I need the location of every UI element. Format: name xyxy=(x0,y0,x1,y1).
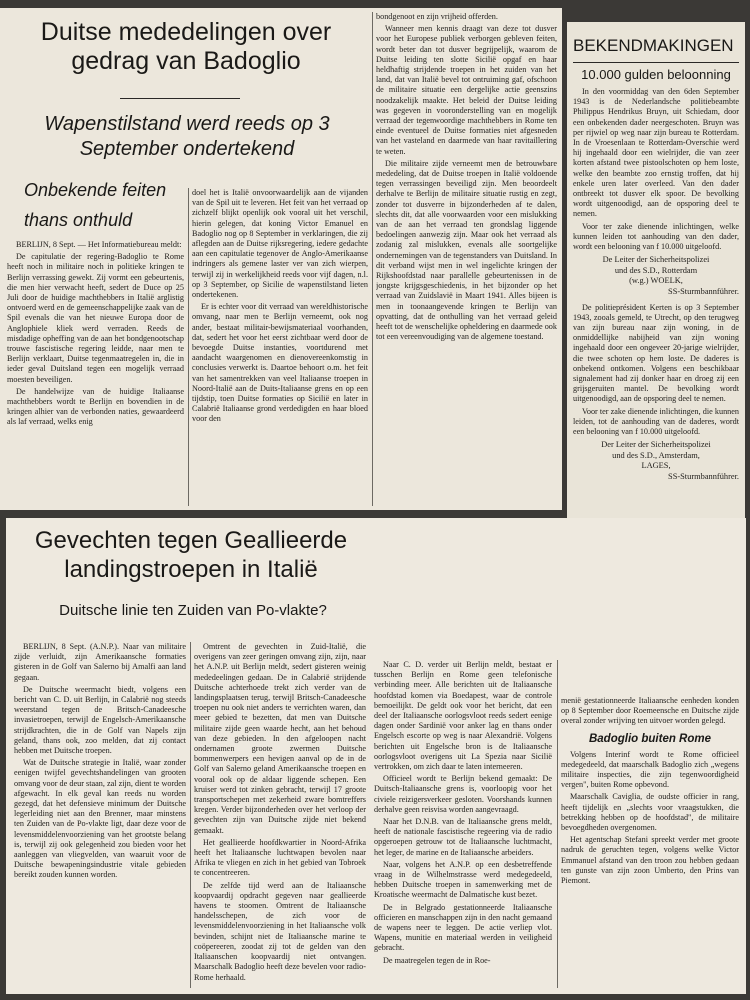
article2-column-2 xyxy=(194,642,366,990)
notice-paragraph: Voor ter zake dienende inlichtingen, welke kunnen leiden tot aanhouding van den dader, wordt een belooning van f 10.000 uitgeloofd. xyxy=(573,221,739,252)
paragraph: De Duitsche weermacht biedt, volgens een bericht van C. D. uit Berlijn, in Calabrië nog steeds weerstand tegen de Britsch-Canadeesche invasietroepen, terwijl de Engelsch-Amerikaansche strijdkrachten, die in de Golf van Napels zijn geland, thans ook, zoo melden, dat zij contact hebben met Duitsche troepen. xyxy=(14,684,186,756)
clipping-badoglio-article xyxy=(0,8,562,510)
paragraph: Naar, volgens het A.N.P. op een desbetreffende vraag in de Wilhelmstrasse werd medegedeeld, hebben Duitsche troepen in samenwerking met de Kroatische weermacht de Dalmatische kust bezet. xyxy=(374,859,552,900)
paragraph: De zelfde tijd werd aan de Italiaansche koopvaardij opdracht gegeven naar geallieerde havens te stoomen. Omtrent de Italiaansche handelsschepen, de zich voor de levensmiddelenvoorziening in het Italiaansche volk bevinden, schijnt niet de Italiaansche marine te coöpereeren, zoodat zij tot de gelden van den Italiaanschen koopvaardij niet ontvangen. Maarschalk Badoglio heeft deze bevelen voor radio-Rome herhaald. xyxy=(194,880,366,982)
notice-signature-amsterdam: Der Leiter der Sicherheitspolizei und des S.D., Amsterdam, LAGES, SS-Sturmbannführer. xyxy=(601,440,739,482)
paragraph: menië gestationneerde Italiaansche eenheden konden op 8 September door Roemeensche en Duitsche zijde overal zonder wrijving ten uitvoer worden gelegd. xyxy=(561,696,739,726)
paragraph: Maarschalk Caviglia, de oudste officier in rang, heeft tijdelijk en „slechts voor vraagstukken, die betrekking hebben op de hoofdstad", de militaire bevoegdheden overgenomen. xyxy=(561,792,739,833)
notice-title: BEKENDMAKINGEN xyxy=(573,36,739,63)
notice-signature-rotterdam: De Leiter der Sicherheitspolizei und des S.D., Rotterdam (w.g.) WOELK, SS-Sturmbannführer. xyxy=(602,255,739,297)
paragraph: Wat de Duitsche strategie in Italië, waar zonder eenigen twijfel gevechtshandelingen van grooten omvang voor de deur staan, zal zijn, dient te worden afgewacht. In elk geval kan reeds nu worden gezegd, dat het defensieve minimum der Duitsche legerleiding niet aan den Brenner, maar minstens ten Zuiden van de Po-vlakte ligt, daar deze voor de levensmiddelenvoorziening van het grootste belang is, terwijl zij ook gelegenheid zou bieden voor het aanleggen van vliegvelden, van waaruit voor de Duitsche bewapeningsindustrie vitale gebieden bereikt zouden kunnen worden. xyxy=(14,758,186,880)
paragraph: Wanneer men kennis draagt van deze tot dusver voor het Europese publiek verborgen gebleven feiten, wordt beter dan tot dusver begrijpelijk, waarom de Duitse leiding ten slotte Sicilië opgaf en haar heldhaftig strijdende troepen in het zuiden van het land, dat van Italië bevel tot ontruiming gaf, ofschoon de militaire situatie een dergelijke actie geenszins noodzakelijk maakte. Het beleid der Duitse leiding was gegeven in vooronderstelling van en mogelijk verraad der tegenwoordige machthebbers in Rome ten einde eventueel de Duitse formaties niet afgesneden van het vasteland en daarmede van haar ravitaillering te weten. xyxy=(376,24,557,156)
notice-paragraph: De politieprésident Kerten is op 3 September 1943, zooals gemeld, te Utrecht, op den terugweg van zijn bureau naar zijn woning, in de onmiddellijke nabijheid van zijn woning ingehaald door een ongeveer 20-jarige wielrijder, die twee schoten op hem loste. De daderes is onbekend ontkomen. Volgens een beschikbaar signalement had zij donker haar en droeg zij een grijsgeruiten mantel. De bevolking wordt uitgenoodigd, aan de opsporing deel te nemen. xyxy=(573,302,739,404)
paragraph: Het geallieerde hoofdkwartier in Noord-Afrika heeft het Italiaansche luchtwapen bevolen naar Afrika te vliegen en zich in het gebied van Tobroek te concentreeren. xyxy=(194,837,366,878)
paragraph: De in Belgrado gestationneerde Italiaansche officieren en manschappen zijn in den nacht gemaand de wapens neer te leggen. De actie verliep vlot. Wapens, munitie en materiaal werden in veiligheid gebracht. xyxy=(374,902,552,953)
notice-reward: 10.000 gulden beloonning xyxy=(581,67,731,82)
paragraph: Naar C. D. verder uit Berlijn meldt, bestaat er tusschen Berlijn en Rome geen telefonische verbinding meer. Alle berichten uit de Italiaansche hoofdstad komen via Boedapest, waar de controle bemoeilijkt. De geldt ook voor het bericht, dat een deel der Italiaansche oorlogsvloot reeds sedert eenige dagen onder Sardinië voor anker lag en thans onder Engelsch escorte op weg is naar Alexandrië. Volgens berichten uit Engelsche bron is de Italiaansche oorlogsvloot overigens uit La Spezia naar Sicilië vertrokken, om zich daar te laten interneeren. xyxy=(374,660,552,772)
paragraph: Volgens Interinf wordt te Rome officieel medegedeeld, dat maarschalk Badoglio zich „wegens militaire inspecties, die zijn tegenwoordigheid vergen", buiten Rome opbevond. xyxy=(561,749,739,790)
article1-column-2 xyxy=(192,188,368,508)
article2-subhead: Duitsche linie ten Zuiden van Po-vlakte? xyxy=(59,602,327,619)
paragraph: De handelwijze van de huidige Italiaanse machthebbers wordt te Berlijn en bovendien in de kringen alhier van de verbonden naties, gewaardeerd als laf verraad, welks enig xyxy=(7,386,184,427)
article2-column-3 xyxy=(374,660,552,990)
paragraph: Officieel wordt te Berlijn bekend gemaakt: De Duitsch-Italiaansche grens is, voorloopig voor het civiele reizigersverkeer gesloten. Voorshands kunnen derhalve geen reisvisa worden aangevraagd. xyxy=(374,774,552,814)
clipping-gevechten-article xyxy=(6,518,746,994)
paragraph: De maatregelen tegen de in Roe- xyxy=(383,955,491,965)
article1-kicker-2: thans onthuld xyxy=(24,210,133,230)
notice-paragraph: In den voormiddag van den 6den September 1943 is de Nederlandsche politiebeambte Philippus Hendrikus Bruyn, uit Schiedam, door een onbekenden dader neergeschoten. Bruyn was per rijwiel op weg naar zijn bureau te Rotterdam. In de Vroesenlaan te Rotterdam-Overschie werd hij ingehaald door een wielrijder, die van zeer korten afstand twee pistoolschoten op hem loste, welke den beambte zoo ernstig troffen, dat hij enkele uren later overleed. Van den dader ontbreekt tot dusver elk spoor. De bevolking wordt uitgenoodigd, aan de opsporing deel te nemen. xyxy=(573,87,739,219)
paragraph: Het agentschap Stefani spreekt verder met groote nadruk de geruchten tegen, volgens welke Victor Emmanuel afstand van den troon zou hebben gedaan ten gunste van zijn zoon Umberto, den Prins van Piemont. xyxy=(561,835,739,886)
article2-headline: Gevechten tegen Geallieerde landingstroepen in Italië xyxy=(34,527,348,583)
article2-column-1 xyxy=(14,642,186,990)
paragraph: BERLIJN, 8 Sept. (A.N.P.). Naar van militaire zijde verluidt, zijn Amerikaansche formaties gisteren in de Golf van Salerno bij Amalfi aan land gegaan. xyxy=(14,642,186,682)
article1-headline: Duitse mededelingen over gedrag van Badoglio xyxy=(40,18,332,75)
notice-paragraph: Voor ter zake dienende inlichtingen, die kunnen leiden, tot de aanhouding van de daderes, wordt een belooning van f 10.000 uitgeloofd. xyxy=(573,406,739,437)
paragraph: Er is echter voor dit verraad van wereldhistorische omvang, naar men te Berlijn verneemt, ook nog ander, bestaat militair-bewijsmateriaal voorhanden, dat, sedert het voor het eerst zichtbaar werd door de bevoegde Duitse instanties, voortdurend met aandacht waargenomen en dienovereenkomstig in conclusies verwerkt is. Daartoe behoort o.m. het feit van het samentrekken van veel Italiaanse troepen in Noord-Italië aan de Duits-Italiaanse grens en op een tijdstip, toen Duitse formaties op Sicilië en later in Calabrië Italiaanse grond verdedigden en haar bloed voor den xyxy=(192,302,368,424)
article2-column-4 xyxy=(561,696,739,990)
headline-rule xyxy=(120,98,240,99)
article2-subheading-badoglio: Badoglio buiten Rome xyxy=(588,732,712,745)
paragraph: Die militaire zijde verneemt men de betrouwbare mededeling, dat de Duitse troepen in Italië voldoende tegen verrassingen beveiligd zijn. Men beoordeelt derhalve te Berlijn de militaire situatie rustig en zegt, zonder tot dusverre in bijzonderheden af te dalen, slechts dit, dat alle voorwaarden voor een mislukking van de aan het verraad ten grondslag liggende bedoelingen aanwezig zijn. Maar ook het verraad als zodanig zal mislukken, evenals alle soortgelijke ondernemingen van de tegenstanders van Duitsland. In dit verband wijst men in wel ingelichte kringen der Rijkshoofdstad naar parallelle gebeurtenissen in de jongste krijgsgeschiedenis, in het bijzonder op het verraad van Zuidslavië in Maart 1941. Alles bijeen is men in toonaangevende kringen te Berlijn van opvatting, dat de onthulling van het verraad geleid heeft tot de wenschelijke opheldering en daarmede ook tot een vereenvoudiging van de algemene toestand. xyxy=(376,158,557,342)
paragraph: bondgenoot en zijn vrijheid offerden. xyxy=(376,12,498,21)
article1-kicker-1: Onbekende feiten xyxy=(24,180,167,200)
article1-column-1 xyxy=(7,240,184,505)
paragraph: Naar het D.N.B. van de Italiaansche grens meldt, heeft de nationale fascistische regeering via de radio opgeroepen getrouw tot de Italiaansche luchtmacht, het leger, de marine en de Italiaansche arbeiders. xyxy=(374,817,552,857)
article1-column-3 xyxy=(376,12,557,506)
article1-subhead: Wapenstilstand werd reeds op 3 September ondertekend xyxy=(44,113,330,160)
paragraph: BERLIJN, 8 Sept. — Het Informatiebureau meldt: xyxy=(16,240,182,249)
paragraph: Omtrent de gevechten in Zuid-Italië, die overigens van zeer geringen omvang zijn, zijn, naar het A.N.P. uit Berlijn meldt, sedert gisteren weinig mededeelingen gedaan. De in Calabrië strijdende Duitsche achterhoede trekt zich verder van de landingsplaatsen terug, terwijl Britsch-Canadeesche troepen nu ook niet anders te verrichten waren, dan meer gebied te bezetten, dat men van Duitsche militaire zijde geen waarde hecht, aan het behoud van deze gebieden. In den afgeloopen nacht ondernamen groote zwermen Duitsche bommenwerpers een hevigen aanval op de in de Golf van Salerno geland Amerikaansche troepen en vooral ook op de aldaar liggende schepen. Een kruiser werd tot zinken gebracht, terwijl 17 groote transportschepen met zekerheid zware bomtreffers kregen. Verder bijzonderheden over het verloop der gevechten zijn van Duitsche zijde niet bekend gemaakt. xyxy=(194,642,366,835)
paragraph: doel het is Italië onvoorwaardelijk aan de vijanden van de Spil uit te leveren. Het feit van het verraad op zichzelf blijkt openlijk ook vooral uit het verschil, hierin gelegen, dat koning Victor Emanuel en Badoglio nog op 8 September in verklaringen, die zij aflegden aan de Duitse rijksregering, iedere gedachte aan een capitulatie tegenover de Anglo-Amerikaanse indringers als gemene laster ver van zich wierpen, terwijl zij in werkelijkheid reeds voor vijf dagen, n.l. op 3 September, op Sicilie de wapenstilstand lieten ondertekenen. xyxy=(192,188,368,300)
paragraph: De capitulatie der regering-Badoglio te Rome heeft noch in militaire noch in politieke kringen te Berlijn verrassing gewekt. Zij vormt een gebeurtenis, die men hier verwacht heeft, sedert de Duce op 25 Juli door de huidige machthebbers in Italië arglistig ontvoerd werd en de gemeenschappelijke zaak van de Spil evenals die van het nieuwe Europa door de Anglophiele kliek werd verraden. Reeds de misdadige opheffing van de aan het bondgenootschap trouwe fascistische regering leidde, naar men te Berlijn verklaart, Duitse tegenmaatregelen in, die in ieder geval Duitsland tegen een mogelijk verraad moesten beveiligen. xyxy=(7,252,184,384)
